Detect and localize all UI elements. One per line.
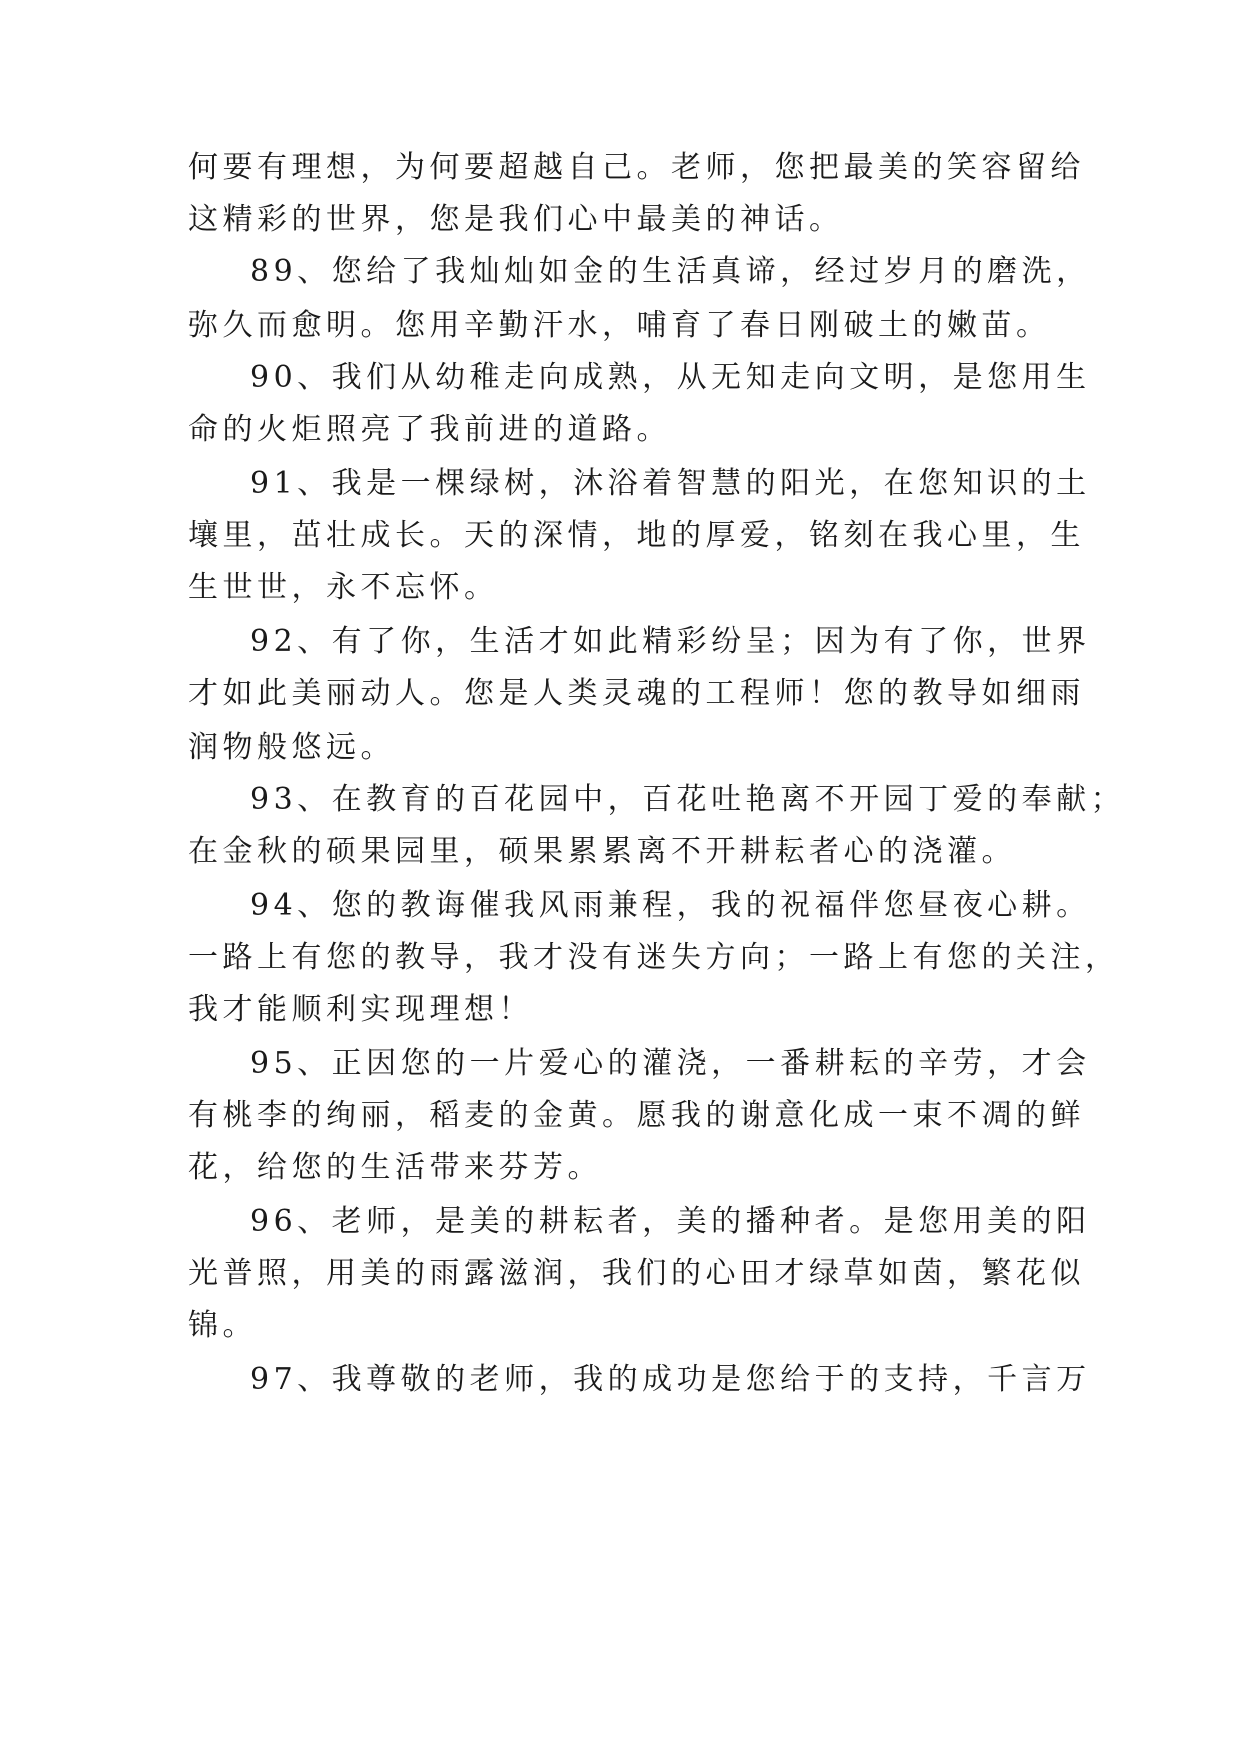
text-line: 锦。	[188, 1308, 257, 1343]
paragraph-90-line-1: 90、我们从幼稚走向成熟，从无知走向文明，是您用生	[250, 360, 1091, 395]
paragraph-96-line-1: 96、老师，是美的耕耘者，美的播种者。是您用美的阳	[250, 1204, 1091, 1239]
paragraph-94-line-1: 94、您的教诲催我风雨兼程，我的祝福伴您昼夜心耕。	[250, 888, 1091, 923]
paragraph-97-line-1: 97、我尊敬的老师，我的成功是您给于的支持，千言万	[250, 1362, 1091, 1397]
text-line: 壤里，茁壮成长。天的深情，地的厚爱，铭刻在我心里，生	[188, 518, 1085, 553]
text-line: 花，给您的生活带来芬芳。	[188, 1150, 602, 1185]
paragraph-93-line-1: 93、在教育的百花园中，百花吐艳离不开园丁爱的奉献；	[250, 782, 1126, 817]
paragraph-95-line-1: 95、正因您的一片爱心的灌浇，一番耕耘的辛劳，才会	[250, 1046, 1091, 1081]
text-line: 这精彩的世界，您是我们心中最美的神话。	[188, 202, 844, 237]
paragraph-91-line-1: 91、我是一棵绿树，沐浴着智慧的阳光，在您知识的土	[250, 466, 1091, 501]
text-line: 润物般悠远。	[188, 730, 395, 765]
text-line: 弥久而愈明。您用辛勤汗水，哺育了春日刚破土的嫩苗。	[188, 308, 1051, 343]
paragraph-89-line-1: 89、您给了我灿灿如金的生活真谛，经过岁月的磨洗，	[250, 254, 1091, 289]
text-line: 何要有理想，为何要超越自己。老师，您把最美的笑容留给	[188, 150, 1085, 185]
text-line: 在金秋的硕果园里，硕果累累离不开耕耘者心的浇灌。	[188, 834, 1016, 869]
text-line: 有桃李的绚丽，稻麦的金黄。愿我的谢意化成一束不凋的鲜	[188, 1098, 1085, 1133]
text-line: 我才能顺利实现理想！	[188, 992, 533, 1027]
text-line: 命的火炬照亮了我前进的道路。	[188, 412, 671, 447]
paragraph-92-line-1: 92、有了你，生活才如此精彩纷呈；因为有了你，世界	[250, 624, 1091, 659]
text-line: 一路上有您的教导，我才没有迷失方向；一路上有您的关注，	[188, 940, 1120, 975]
text-line: 生世世，永不忘怀。	[188, 570, 499, 605]
text-line: 光普照，用美的雨露滋润，我们的心田才绿草如茵，繁花似	[188, 1256, 1085, 1291]
text-line: 才如此美丽动人。您是人类灵魂的工程师！您的教导如细雨	[188, 676, 1085, 711]
